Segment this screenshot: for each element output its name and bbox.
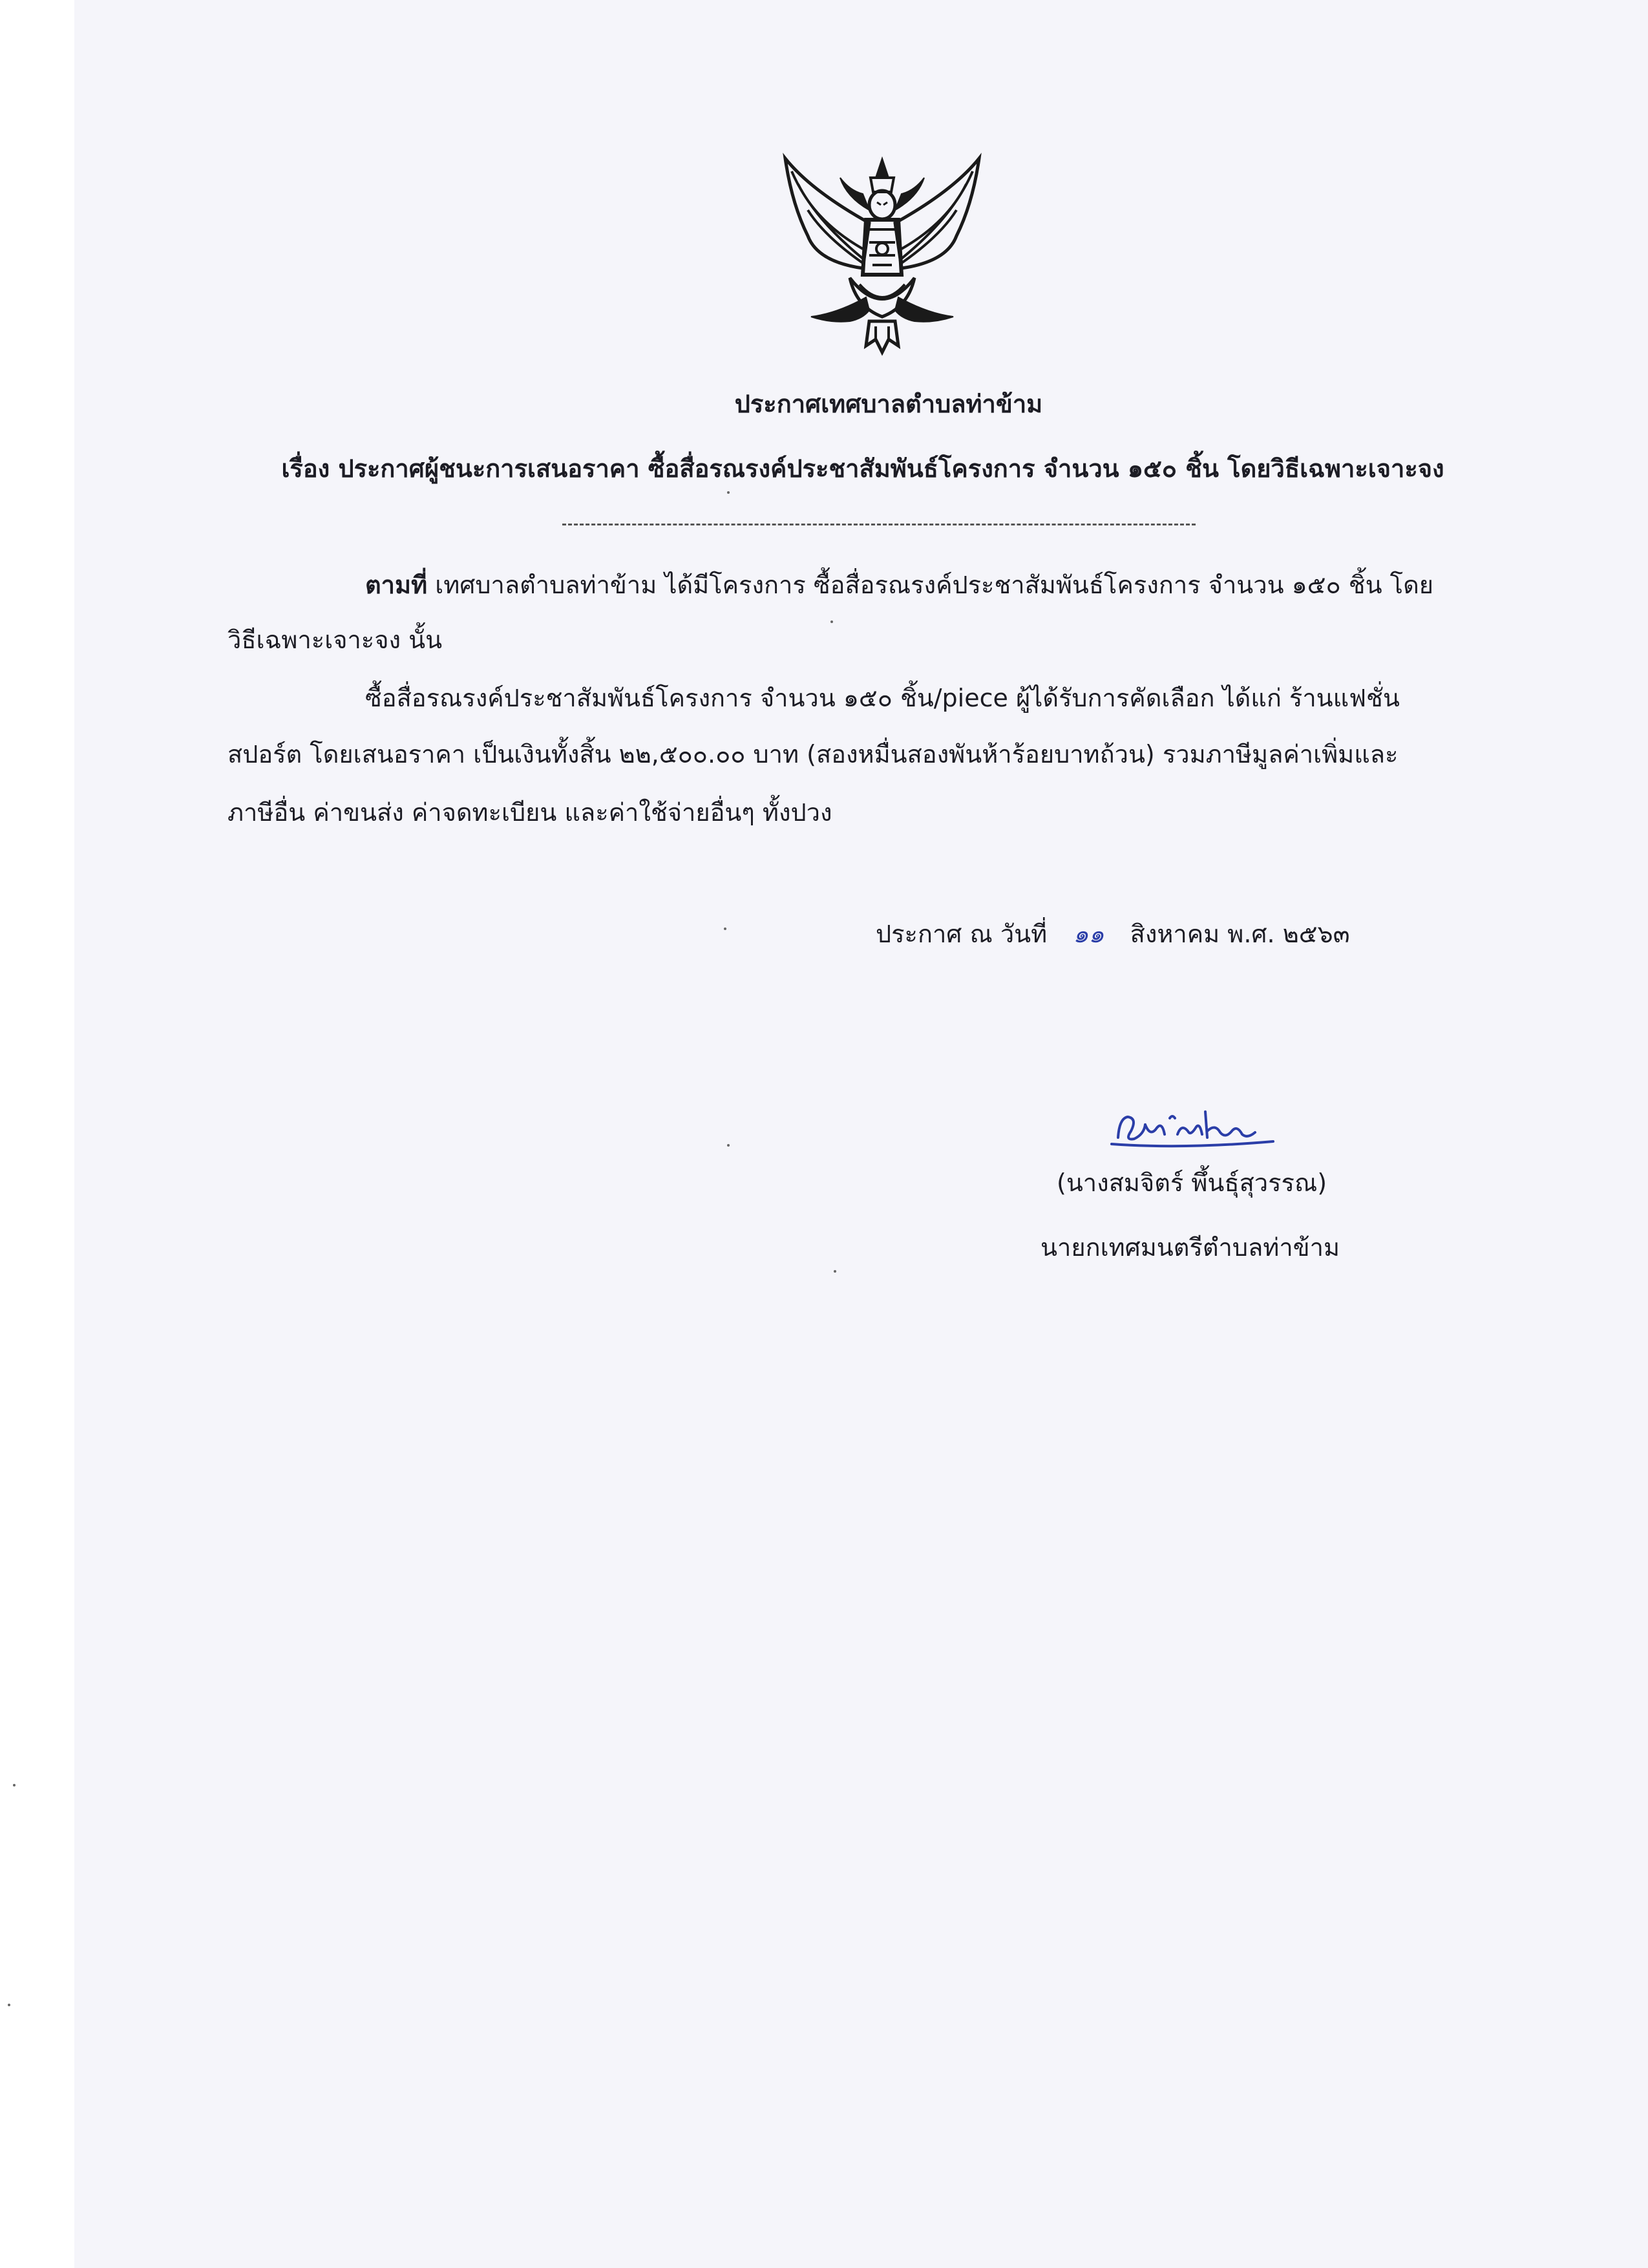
body-paragraph-2-line-1: ซื้อสื่อรณรงค์ประชาสัมพันธ์โครงการ จำนวน ๑๕๐ ชิ้น/piece ผู้ได้รับการคัดเลือก ได้แก่ ร้านแฟชั่น xyxy=(365,684,1400,712)
scan-speck xyxy=(834,1270,836,1273)
announcement-date xyxy=(876,918,1350,950)
paragraph-1-text: เทศบาลตำบลท่าข้าม ได้มีโครงการ ซื้อสื่อรณรงค์ประชาสัมพันธ์โครงการ จำนวน ๑๕๐ ชิ้น โดย xyxy=(435,571,1434,599)
document-subject: เรื่อง ประกาศผู้ชนะการเสนอราคา ซื้อสื่อรณรงค์ประชาสัมพันธ์โครงการ จำนวน ๑๕๐ ชิ้น โดยวิธีเฉพาะเจาะจง xyxy=(281,454,1444,483)
scan-speck xyxy=(727,491,730,494)
signer-name: (นางสมจิตร์ พึ้นธุ์สุวรรณ) xyxy=(1057,1169,1327,1197)
body-paragraph-2-line-2: สปอร์ต โดยเสนอราคา เป็นเงินทั้งสิ้น ๒๒,๕๐๐.๐๐ บาท (สองหมื่นสองพันห้าร้อยบาทถ้วน) รวมภาษีมูลค่าเพิ่มและ xyxy=(227,740,1399,768)
document-issuer-title: ประกาศเทศบาลตำบลท่าข้าม xyxy=(734,390,1043,418)
scan-speck xyxy=(8,2004,10,2006)
date-month-year: สิงหาคม พ.ศ. ๒๕๖๓ xyxy=(1130,920,1350,948)
body-paragraph-2-line-3: ภาษีอื่น ค่าขนส่ง ค่าจดทะเบียน และค่าใช้จ่ายอื่นๆ ทั้งปวง xyxy=(227,798,832,827)
body-paragraph-1-line-2: วิธีเฉพาะเจาะจง นั้น xyxy=(227,626,443,654)
scan-speck xyxy=(830,620,833,623)
scan-speck xyxy=(727,1144,730,1147)
scan-speck xyxy=(13,1784,16,1786)
signer-position: นายกเทศมนตรีตำบลท่าข้าม xyxy=(1041,1233,1340,1262)
garuda-emblem-icon xyxy=(772,152,992,372)
date-prefix: ประกาศ ณ วันที่ xyxy=(876,920,1048,948)
header-divider xyxy=(562,524,1196,525)
paragraph-lead-word: ตามที่ xyxy=(365,571,428,599)
date-day-handwritten: ๑๑ xyxy=(1073,920,1104,948)
handwritten-signature-icon xyxy=(1105,1099,1299,1157)
body-paragraph-1-line-1 xyxy=(365,569,1433,601)
scan-speck xyxy=(724,927,726,930)
